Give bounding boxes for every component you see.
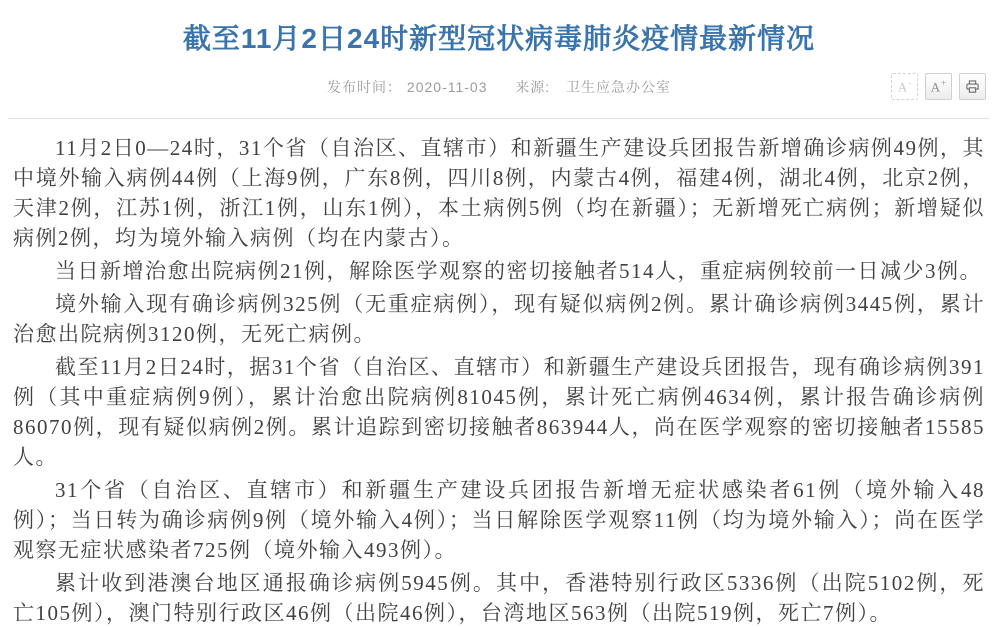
- source-label: 来源:: [515, 79, 551, 95]
- article-body: [0, 119, 998, 628]
- toolbar: [891, 73, 986, 100]
- font-increase-button[interactable]: [925, 73, 952, 100]
- font-increase-icon: A+: [930, 78, 947, 95]
- article-paragraph: 31个省（自治区、直辖市）和新疆生产建设兵团报告新增无症状感染者61例（境外输入48例）；当日转为确诊病例9例（境外输入4例）；当日解除医学观察11例（均为境外输入）；尚在医学观察无症状感染者725例（境外输入493例）。: [13, 478, 985, 562]
- article-paragraph: 当日新增治愈出院病例21例，解除医学观察的密切接触者514人，重症病例较前一日减少3例。: [55, 259, 982, 283]
- source-value: 卫生应急办公室: [565, 79, 671, 95]
- printer-icon: [965, 79, 980, 94]
- publish-date: 2020-11-03: [406, 79, 488, 95]
- font-decrease-icon: A-: [897, 78, 912, 95]
- page-title: 截至11月2日24时新型冠状病毒肺炎疫情最新情况: [182, 23, 816, 54]
- article-paragraph: 累计收到港澳台地区通报确诊病例5945例。其中，香港特别行政区5336例（出院5102例，死亡105例），澳门特别行政区46例（出院46例），台湾地区563例（出院519例，死亡7例）。: [13, 571, 985, 625]
- article-paragraph: 截至11月2日24时，据31个省（自治区、直辖市）和新疆生产建设兵团报告，现有确诊病例391例（其中重症病例9例），累计治愈出院病例81045例，累计死亡病例4634例，累计报告确诊病例86070例，现有疑似病例2例。累计追踪到密切接触者863944人，尚在医学观察的密切接触者15585人。: [13, 355, 985, 469]
- article-paragraph: 境外输入现有确诊病例325例（无重症病例），现有疑似病例2例。累计确诊病例3445例，累计治愈出院病例3120例，无死亡病例。: [13, 292, 985, 346]
- font-decrease-button[interactable]: [891, 73, 918, 100]
- publish-info: [0, 71, 998, 97]
- article-paragraph: 11月2日0—24时，31个省（自治区、直辖市）和新疆生产建设兵团报告新增确诊病例49例，其中境外输入病例44例（上海9例，广东8例，四川8例，内蒙古4例，福建4例，湖北4例，北京2例，天津2例，江苏1例，浙江1例，山东1例），本土病例5例（均在新疆）；无新增死亡病例；新增疑似病例2例，均为境外输入病例（均在内蒙古）。: [13, 136, 985, 250]
- print-button[interactable]: [959, 73, 986, 100]
- publish-time-label: 发布时间：: [327, 79, 403, 95]
- meta-row: [0, 71, 998, 107]
- article-page: [0, 17, 998, 625]
